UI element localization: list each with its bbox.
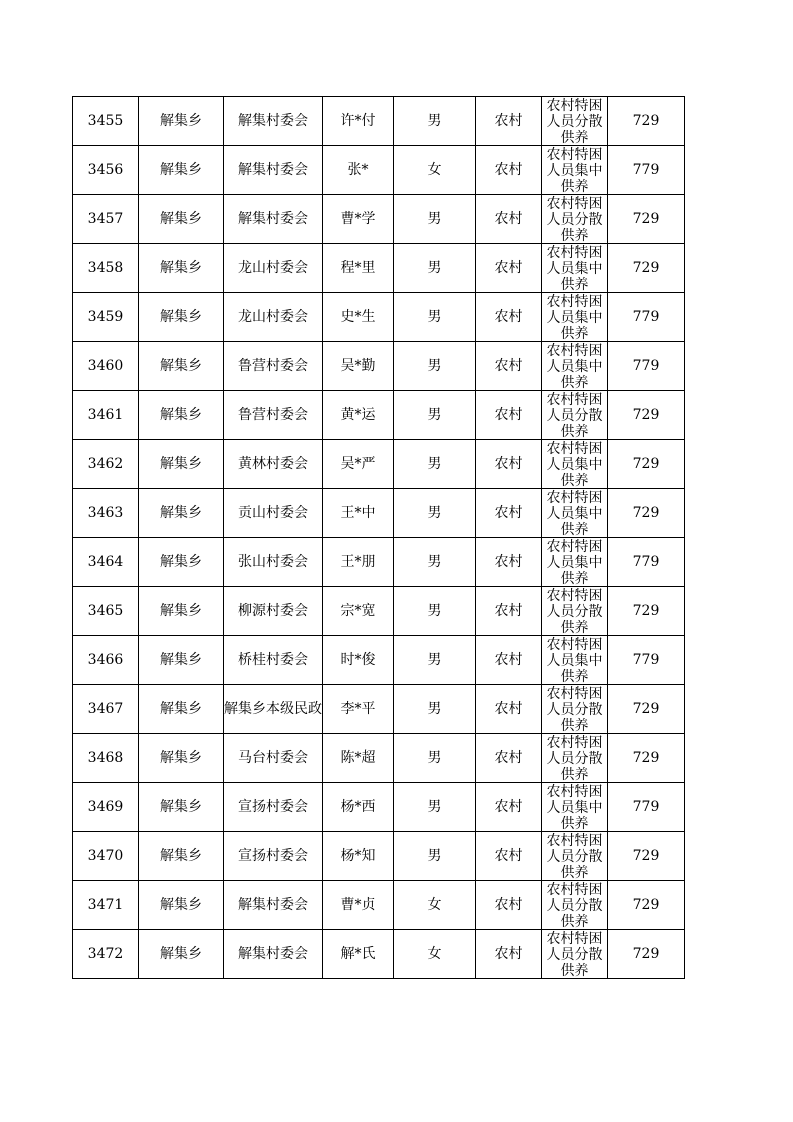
cell-name: 陈*超 (323, 734, 394, 783)
cell-name: 张* (323, 146, 394, 195)
cell-village: 解集村委会 (224, 930, 323, 979)
cell-id: 3469 (73, 783, 139, 832)
cell-gender: 男 (394, 734, 476, 783)
cell-gender: 男 (394, 342, 476, 391)
cell-support-type (542, 195, 608, 244)
cell-town: 解集乡 (139, 734, 224, 783)
cell-id: 3464 (73, 538, 139, 587)
cell-support-type (542, 930, 608, 979)
cell-support-type (542, 881, 608, 930)
table-row (73, 734, 685, 783)
cell-support-type (542, 538, 608, 587)
table-body (73, 97, 685, 979)
cell-town: 解集乡 (139, 783, 224, 832)
cell-gender: 男 (394, 783, 476, 832)
cell-area: 农村 (476, 146, 542, 195)
cell-amount: 729 (608, 832, 685, 881)
table-row (73, 783, 685, 832)
cell-area: 农村 (476, 97, 542, 146)
cell-support-type (542, 783, 608, 832)
cell-amount: 729 (608, 97, 685, 146)
cell-support-type (542, 146, 608, 195)
cell-support-type (542, 636, 608, 685)
cell-support-type (542, 342, 608, 391)
cell-support-type (542, 587, 608, 636)
cell-town: 解集乡 (139, 930, 224, 979)
cell-gender: 男 (394, 244, 476, 293)
cell-name: 李*平 (323, 685, 394, 734)
cell-gender: 女 (394, 881, 476, 930)
cell-area: 农村 (476, 587, 542, 636)
support-text: 农村特困人员集中供养 (546, 294, 603, 341)
cell-amount: 729 (608, 685, 685, 734)
cell-id: 3459 (73, 293, 139, 342)
cell-support-type (542, 391, 608, 440)
cell-name: 曹*学 (323, 195, 394, 244)
cell-village: 龙山村委会 (224, 244, 323, 293)
cell-amount: 729 (608, 391, 685, 440)
support-text: 农村特困人员分散供养 (546, 392, 603, 439)
cell-name: 解*氏 (323, 930, 394, 979)
cell-id: 3467 (73, 685, 139, 734)
cell-village: 宣扬村委会 (224, 832, 323, 881)
cell-name: 吴*严 (323, 440, 394, 489)
cell-area: 农村 (476, 489, 542, 538)
cell-town: 解集乡 (139, 538, 224, 587)
support-text: 农村特困人员集中供养 (546, 637, 603, 684)
table-row (73, 440, 685, 489)
cell-village: 桥桂村委会 (224, 636, 323, 685)
cell-area: 农村 (476, 244, 542, 293)
table-row (73, 195, 685, 244)
cell-village: 黄林村委会 (224, 440, 323, 489)
cell-name: 王*中 (323, 489, 394, 538)
cell-amount: 729 (608, 244, 685, 293)
cell-area: 农村 (476, 293, 542, 342)
cell-gender: 男 (394, 538, 476, 587)
table-row (73, 685, 685, 734)
cell-name: 宗*宽 (323, 587, 394, 636)
cell-town: 解集乡 (139, 146, 224, 195)
cell-amount: 779 (608, 636, 685, 685)
support-text: 农村特困人员分散供养 (546, 735, 603, 782)
cell-village: 解集村委会 (224, 195, 323, 244)
support-text: 农村特困人员分散供养 (546, 588, 603, 635)
cell-support-type (542, 293, 608, 342)
cell-area: 农村 (476, 783, 542, 832)
table-row (73, 391, 685, 440)
cell-support-type (542, 244, 608, 293)
cell-village: 贡山村委会 (224, 489, 323, 538)
cell-area: 农村 (476, 930, 542, 979)
cell-gender: 男 (394, 293, 476, 342)
cell-amount: 729 (608, 440, 685, 489)
cell-amount: 729 (608, 489, 685, 538)
table-row (73, 930, 685, 979)
cell-name: 黄*运 (323, 391, 394, 440)
cell-town: 解集乡 (139, 97, 224, 146)
cell-gender: 男 (394, 685, 476, 734)
cell-village: 张山村委会 (224, 538, 323, 587)
cell-amount: 779 (608, 783, 685, 832)
cell-village: 马台村委会 (224, 734, 323, 783)
cell-gender: 男 (394, 195, 476, 244)
cell-area: 农村 (476, 342, 542, 391)
cell-town: 解集乡 (139, 587, 224, 636)
cell-area: 农村 (476, 538, 542, 587)
cell-area: 农村 (476, 636, 542, 685)
cell-amount: 729 (608, 930, 685, 979)
cell-name: 时*俊 (323, 636, 394, 685)
cell-gender: 男 (394, 440, 476, 489)
cell-town: 解集乡 (139, 293, 224, 342)
cell-name: 杨*西 (323, 783, 394, 832)
cell-name: 曹*贞 (323, 881, 394, 930)
table-row (73, 146, 685, 195)
cell-name: 程*里 (323, 244, 394, 293)
cell-area: 农村 (476, 881, 542, 930)
cell-village: 龙山村委会 (224, 293, 323, 342)
table-row (73, 293, 685, 342)
table-row (73, 489, 685, 538)
cell-amount: 729 (608, 881, 685, 930)
cell-amount: 779 (608, 538, 685, 587)
relief-table (72, 96, 685, 979)
cell-support-type (542, 832, 608, 881)
cell-town: 解集乡 (139, 244, 224, 293)
cell-town: 解集乡 (139, 391, 224, 440)
cell-id: 3455 (73, 97, 139, 146)
cell-amount: 729 (608, 587, 685, 636)
cell-support-type (542, 685, 608, 734)
cell-name: 吴*勤 (323, 342, 394, 391)
cell-village: 鲁营村委会 (224, 391, 323, 440)
cell-gender: 男 (394, 587, 476, 636)
support-text: 农村特困人员分散供养 (546, 686, 603, 733)
cell-id: 3461 (73, 391, 139, 440)
cell-gender: 男 (394, 391, 476, 440)
cell-area: 农村 (476, 832, 542, 881)
cell-name: 杨*知 (323, 832, 394, 881)
cell-amount: 729 (608, 734, 685, 783)
cell-support-type (542, 734, 608, 783)
support-text: 农村特困人员分散供养 (546, 98, 603, 145)
cell-id: 3466 (73, 636, 139, 685)
support-text: 农村特困人员集中供养 (546, 343, 603, 390)
table-row (73, 538, 685, 587)
cell-gender: 女 (394, 146, 476, 195)
cell-town: 解集乡 (139, 489, 224, 538)
cell-town: 解集乡 (139, 685, 224, 734)
table-row (73, 97, 685, 146)
cell-id: 3468 (73, 734, 139, 783)
cell-name: 许*付 (323, 97, 394, 146)
cell-town: 解集乡 (139, 195, 224, 244)
cell-amount: 779 (608, 342, 685, 391)
cell-gender: 男 (394, 97, 476, 146)
cell-id: 3463 (73, 489, 139, 538)
support-text: 农村特困人员集中供养 (546, 245, 603, 292)
cell-gender: 男 (394, 489, 476, 538)
cell-id: 3471 (73, 881, 139, 930)
table-row (73, 342, 685, 391)
cell-village: 解集乡本级民政 (224, 685, 323, 734)
cell-gender: 男 (394, 636, 476, 685)
table-row (73, 636, 685, 685)
cell-amount: 729 (608, 195, 685, 244)
support-text: 农村特困人员分散供养 (546, 196, 603, 243)
cell-id: 3472 (73, 930, 139, 979)
cell-village: 解集村委会 (224, 97, 323, 146)
support-text: 农村特困人员集中供养 (546, 147, 603, 194)
cell-town: 解集乡 (139, 342, 224, 391)
cell-area: 农村 (476, 440, 542, 489)
cell-id: 3458 (73, 244, 139, 293)
cell-village: 宣扬村委会 (224, 783, 323, 832)
table-row (73, 587, 685, 636)
cell-village: 解集村委会 (224, 146, 323, 195)
support-text: 农村特困人员集中供养 (546, 539, 603, 586)
cell-gender: 男 (394, 832, 476, 881)
table-row (73, 244, 685, 293)
cell-village: 鲁营村委会 (224, 342, 323, 391)
cell-id: 3457 (73, 195, 139, 244)
cell-area: 农村 (476, 685, 542, 734)
support-text: 农村特困人员分散供养 (546, 833, 603, 880)
cell-area: 农村 (476, 195, 542, 244)
cell-area: 农村 (476, 734, 542, 783)
cell-village: 解集村委会 (224, 881, 323, 930)
cell-village: 柳源村委会 (224, 587, 323, 636)
cell-town: 解集乡 (139, 440, 224, 489)
cell-name: 王*朋 (323, 538, 394, 587)
cell-name: 史*生 (323, 293, 394, 342)
cell-amount: 779 (608, 293, 685, 342)
cell-support-type (542, 97, 608, 146)
cell-id: 3456 (73, 146, 139, 195)
cell-support-type (542, 440, 608, 489)
cell-gender: 女 (394, 930, 476, 979)
cell-area: 农村 (476, 391, 542, 440)
cell-town: 解集乡 (139, 636, 224, 685)
support-text: 农村特困人员集中供养 (546, 490, 603, 537)
table-row (73, 832, 685, 881)
support-text: 农村特困人员分散供养 (546, 882, 603, 929)
support-text: 农村特困人员分散供养 (546, 931, 603, 978)
support-text: 农村特困人员集中供养 (546, 441, 603, 488)
support-text: 农村特困人员集中供养 (546, 784, 603, 831)
cell-amount: 779 (608, 146, 685, 195)
cell-id: 3465 (73, 587, 139, 636)
table-row (73, 881, 685, 930)
cell-town: 解集乡 (139, 832, 224, 881)
cell-support-type (542, 489, 608, 538)
cell-id: 3462 (73, 440, 139, 489)
cell-town: 解集乡 (139, 881, 224, 930)
cell-id: 3460 (73, 342, 139, 391)
cell-id: 3470 (73, 832, 139, 881)
